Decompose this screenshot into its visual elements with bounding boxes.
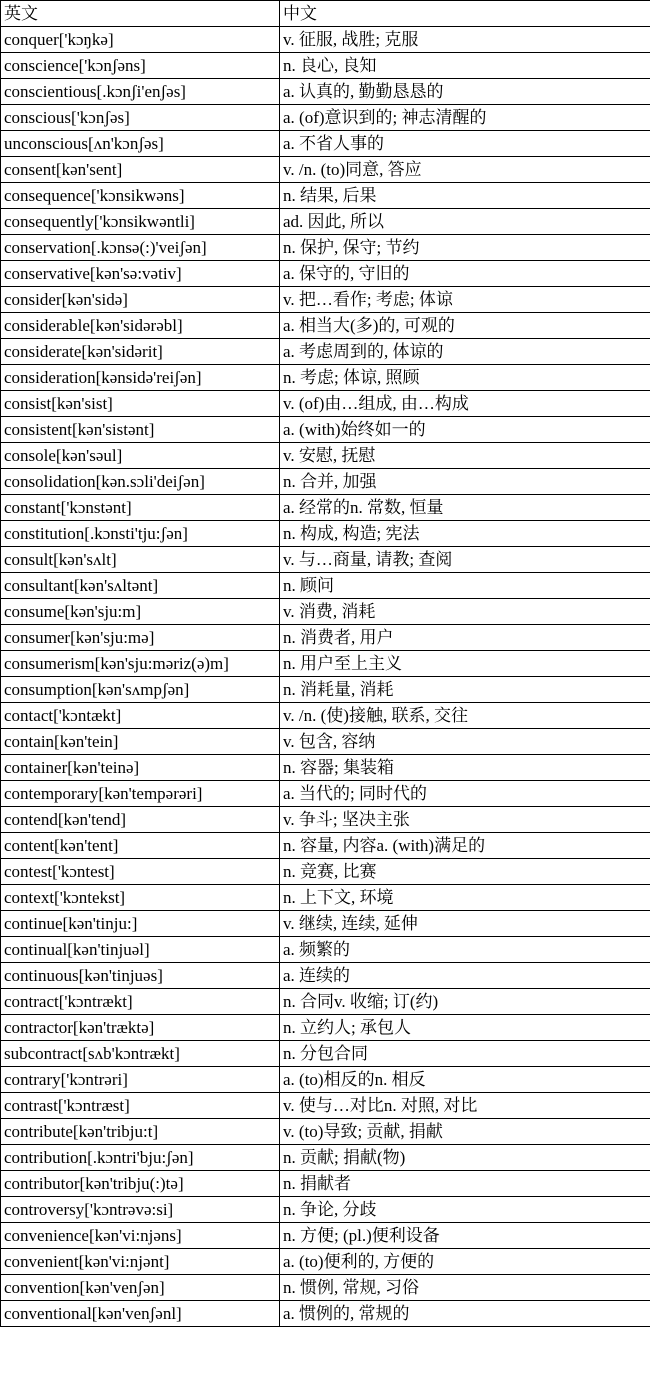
word-cell: consist[kən'sist]	[1, 391, 280, 417]
word-cell: convention[kən'venʃən]	[1, 1275, 280, 1301]
word-cell: content[kən'tent]	[1, 833, 280, 859]
meaning-cell: a. 频繁的	[280, 937, 650, 963]
table-row	[1, 755, 650, 781]
word-cell: consent[kən'sent]	[1, 157, 280, 183]
table-row	[1, 391, 650, 417]
meaning-cell: a. 相当大(多)的, 可观的	[280, 313, 650, 339]
table-row	[1, 963, 650, 989]
word-cell: considerate[kən'sidərit]	[1, 339, 280, 365]
meaning-cell: n. 顾问	[280, 573, 650, 599]
table-row	[1, 79, 650, 105]
table-row	[1, 599, 650, 625]
table-row	[1, 885, 650, 911]
table-row	[1, 1067, 650, 1093]
meaning-cell: a. 保守的, 守旧的	[280, 261, 650, 287]
table-row	[1, 131, 650, 157]
table-row	[1, 105, 650, 131]
meaning-cell: n. 贡献; 捐献(物)	[280, 1145, 650, 1171]
word-cell: contend[kən'tend]	[1, 807, 280, 833]
meaning-cell: n. 良心, 良知	[280, 53, 650, 79]
table-row	[1, 703, 650, 729]
meaning-cell: n. 用户至上主义	[280, 651, 650, 677]
word-cell: continual[kən'tinjuəl]	[1, 937, 280, 963]
meaning-cell: v. 消费, 消耗	[280, 599, 650, 625]
word-cell: consequently['kɔnsikwəntli]	[1, 209, 280, 235]
meaning-cell: v. 包含, 容纳	[280, 729, 650, 755]
meaning-cell: n. 捐献者	[280, 1171, 650, 1197]
word-cell: controversy['kɔntrəvə:si]	[1, 1197, 280, 1223]
table-row	[1, 1041, 650, 1067]
table-row	[1, 1145, 650, 1171]
meaning-cell: n. 结果, 后果	[280, 183, 650, 209]
table-row	[1, 495, 650, 521]
word-cell: consolidation[kən.sɔli'deiʃən]	[1, 469, 280, 495]
word-cell: consultant[kən'sʌltənt]	[1, 573, 280, 599]
table-row	[1, 859, 650, 885]
word-cell: consequence['kɔnsikwəns]	[1, 183, 280, 209]
word-cell: contract['kɔntrækt]	[1, 989, 280, 1015]
table-row	[1, 261, 650, 287]
vocabulary-body	[1, 27, 650, 1327]
header-chinese: 中文	[280, 1, 650, 27]
meaning-cell: n. 消耗量, 消耗	[280, 677, 650, 703]
table-row	[1, 625, 650, 651]
meaning-cell: n. 立约人; 承包人	[280, 1015, 650, 1041]
word-cell: conscious['kɔnʃəs]	[1, 105, 280, 131]
meaning-cell: a. (to)便利的, 方便的	[280, 1249, 650, 1275]
word-cell: contain[kən'tein]	[1, 729, 280, 755]
meaning-cell: n. 惯例, 常规, 习俗	[280, 1275, 650, 1301]
word-cell: contractor[kən'træktə]	[1, 1015, 280, 1041]
meaning-cell: n. 消费者, 用户	[280, 625, 650, 651]
header-english: 英文	[1, 1, 280, 27]
table-row	[1, 781, 650, 807]
meaning-cell: n. 容器; 集装箱	[280, 755, 650, 781]
meaning-cell: v. /n. (to)同意, 答应	[280, 157, 650, 183]
meaning-cell: n. 考虑; 体谅, 照顾	[280, 365, 650, 391]
meaning-cell: a. (to)相反的n. 相反	[280, 1067, 650, 1093]
meaning-cell: a. 考虑周到的, 体谅的	[280, 339, 650, 365]
meaning-cell: v. 争斗; 坚决主张	[280, 807, 650, 833]
meaning-cell: a. (with)始终如一的	[280, 417, 650, 443]
word-cell: unconscious[ʌn'kɔnʃəs]	[1, 131, 280, 157]
meaning-cell: a. 连续的	[280, 963, 650, 989]
word-cell: contemporary[kən'tempərəri]	[1, 781, 280, 807]
meaning-cell: n. 分包合同	[280, 1041, 650, 1067]
table-row	[1, 1119, 650, 1145]
table-row	[1, 651, 650, 677]
table-row	[1, 573, 650, 599]
table-row	[1, 547, 650, 573]
word-cell: container[kən'teinə]	[1, 755, 280, 781]
meaning-cell: n. 容量, 内容a. (with)满足的	[280, 833, 650, 859]
meaning-cell: v. 把…看作; 考虑; 体谅	[280, 287, 650, 313]
word-cell: consistent[kən'sistənt]	[1, 417, 280, 443]
table-row	[1, 1015, 650, 1041]
table-row	[1, 729, 650, 755]
meaning-cell: n. 争论, 分歧	[280, 1197, 650, 1223]
word-cell: contribution[.kɔntri'bju:ʃən]	[1, 1145, 280, 1171]
word-cell: context['kɔntekst]	[1, 885, 280, 911]
word-cell: conscientious[.kɔnʃi'enʃəs]	[1, 79, 280, 105]
table-row	[1, 989, 650, 1015]
meaning-cell: a. 不省人事的	[280, 131, 650, 157]
table-row	[1, 1223, 650, 1249]
word-cell: subcontract[sʌb'kɔntrækt]	[1, 1041, 280, 1067]
meaning-cell: n. 合同v. 收缩; 订(约)	[280, 989, 650, 1015]
word-cell: conscience['kɔnʃəns]	[1, 53, 280, 79]
meaning-cell: v. (to)导致; 贡献, 捐献	[280, 1119, 650, 1145]
word-cell: contact['kɔntækt]	[1, 703, 280, 729]
meaning-cell: v. 继续, 连续, 延伸	[280, 911, 650, 937]
word-cell: constant['kɔnstənt]	[1, 495, 280, 521]
table-row	[1, 183, 650, 209]
table-row	[1, 287, 650, 313]
table-row	[1, 677, 650, 703]
word-cell: contributor[kən'tribju(:)tə]	[1, 1171, 280, 1197]
meaning-cell: n. 构成, 构造; 宪法	[280, 521, 650, 547]
meaning-cell: n. 合并, 加强	[280, 469, 650, 495]
meaning-cell: v. 安慰, 抚慰	[280, 443, 650, 469]
meaning-cell: ad. 因此, 所以	[280, 209, 650, 235]
table-row	[1, 1093, 650, 1119]
table-row	[1, 27, 650, 53]
meaning-cell: v. (of)由…组成, 由…构成	[280, 391, 650, 417]
word-cell: constitution[.kɔnsti'tju:ʃən]	[1, 521, 280, 547]
word-cell: consider[kən'sidə]	[1, 287, 280, 313]
table-row	[1, 521, 650, 547]
table-row	[1, 807, 650, 833]
table-row	[1, 469, 650, 495]
word-cell: consumerism[kən'sju:məriz(ə)m]	[1, 651, 280, 677]
word-cell: contrary['kɔntrəri]	[1, 1067, 280, 1093]
table-row	[1, 209, 650, 235]
meaning-cell: v. 征服, 战胜; 克服	[280, 27, 650, 53]
word-cell: convenient[kən'vi:njənt]	[1, 1249, 280, 1275]
table-row	[1, 235, 650, 261]
meaning-cell: a. (of)意识到的; 神志清醒的	[280, 105, 650, 131]
word-cell: convenience[kən'vi:njəns]	[1, 1223, 280, 1249]
table-row	[1, 1249, 650, 1275]
meaning-cell: n. 竞赛, 比赛	[280, 859, 650, 885]
word-cell: continuous[kən'tinjuəs]	[1, 963, 280, 989]
word-cell: consumer[kən'sju:mə]	[1, 625, 280, 651]
table-row	[1, 1197, 650, 1223]
table-row	[1, 937, 650, 963]
word-cell: conservation[.kɔnsə(:)'veiʃən]	[1, 235, 280, 261]
meaning-cell: n. 上下文, 环境	[280, 885, 650, 911]
meaning-cell: v. 与…商量, 请教; 查阅	[280, 547, 650, 573]
table-row	[1, 1301, 650, 1327]
word-cell: console[kən'səul]	[1, 443, 280, 469]
word-cell: consult[kən'sʌlt]	[1, 547, 280, 573]
word-cell: consumption[kən'sʌmpʃən]	[1, 677, 280, 703]
table-row	[1, 365, 650, 391]
table-row	[1, 833, 650, 859]
header-row	[1, 1, 650, 27]
word-cell: continue[kən'tinju:]	[1, 911, 280, 937]
word-cell: conquer['kɔŋkə]	[1, 27, 280, 53]
word-cell: conventional[kən'venʃənl]	[1, 1301, 280, 1327]
table-row	[1, 313, 650, 339]
word-cell: conservative[kən'sə:vətiv]	[1, 261, 280, 287]
word-cell: contribute[kən'tribju:t]	[1, 1119, 280, 1145]
table-row	[1, 1171, 650, 1197]
meaning-cell: v. /n. (使)接触, 联系, 交往	[280, 703, 650, 729]
table-row	[1, 1275, 650, 1301]
meaning-cell: a. 惯例的, 常规的	[280, 1301, 650, 1327]
word-cell: contest['kɔntest]	[1, 859, 280, 885]
table-row	[1, 911, 650, 937]
meaning-cell: a. 认真的, 勤勤恳恳的	[280, 79, 650, 105]
meaning-cell: v. 使与…对比n. 对照, 对比	[280, 1093, 650, 1119]
meaning-cell: a. 当代的; 同时代的	[280, 781, 650, 807]
meaning-cell: a. 经常的n. 常数, 恒量	[280, 495, 650, 521]
table-row	[1, 417, 650, 443]
meaning-cell: n. 保护, 保守; 节约	[280, 235, 650, 261]
table-row	[1, 339, 650, 365]
meaning-cell: n. 方便; (pl.)便利设备	[280, 1223, 650, 1249]
word-cell: consideration[kənsidə'reiʃən]	[1, 365, 280, 391]
word-cell: consume[kən'sju:m]	[1, 599, 280, 625]
table-row	[1, 443, 650, 469]
word-cell: contrast['kɔntræst]	[1, 1093, 280, 1119]
table-row	[1, 53, 650, 79]
table-row	[1, 157, 650, 183]
word-cell: considerable[kən'sidərəbl]	[1, 313, 280, 339]
